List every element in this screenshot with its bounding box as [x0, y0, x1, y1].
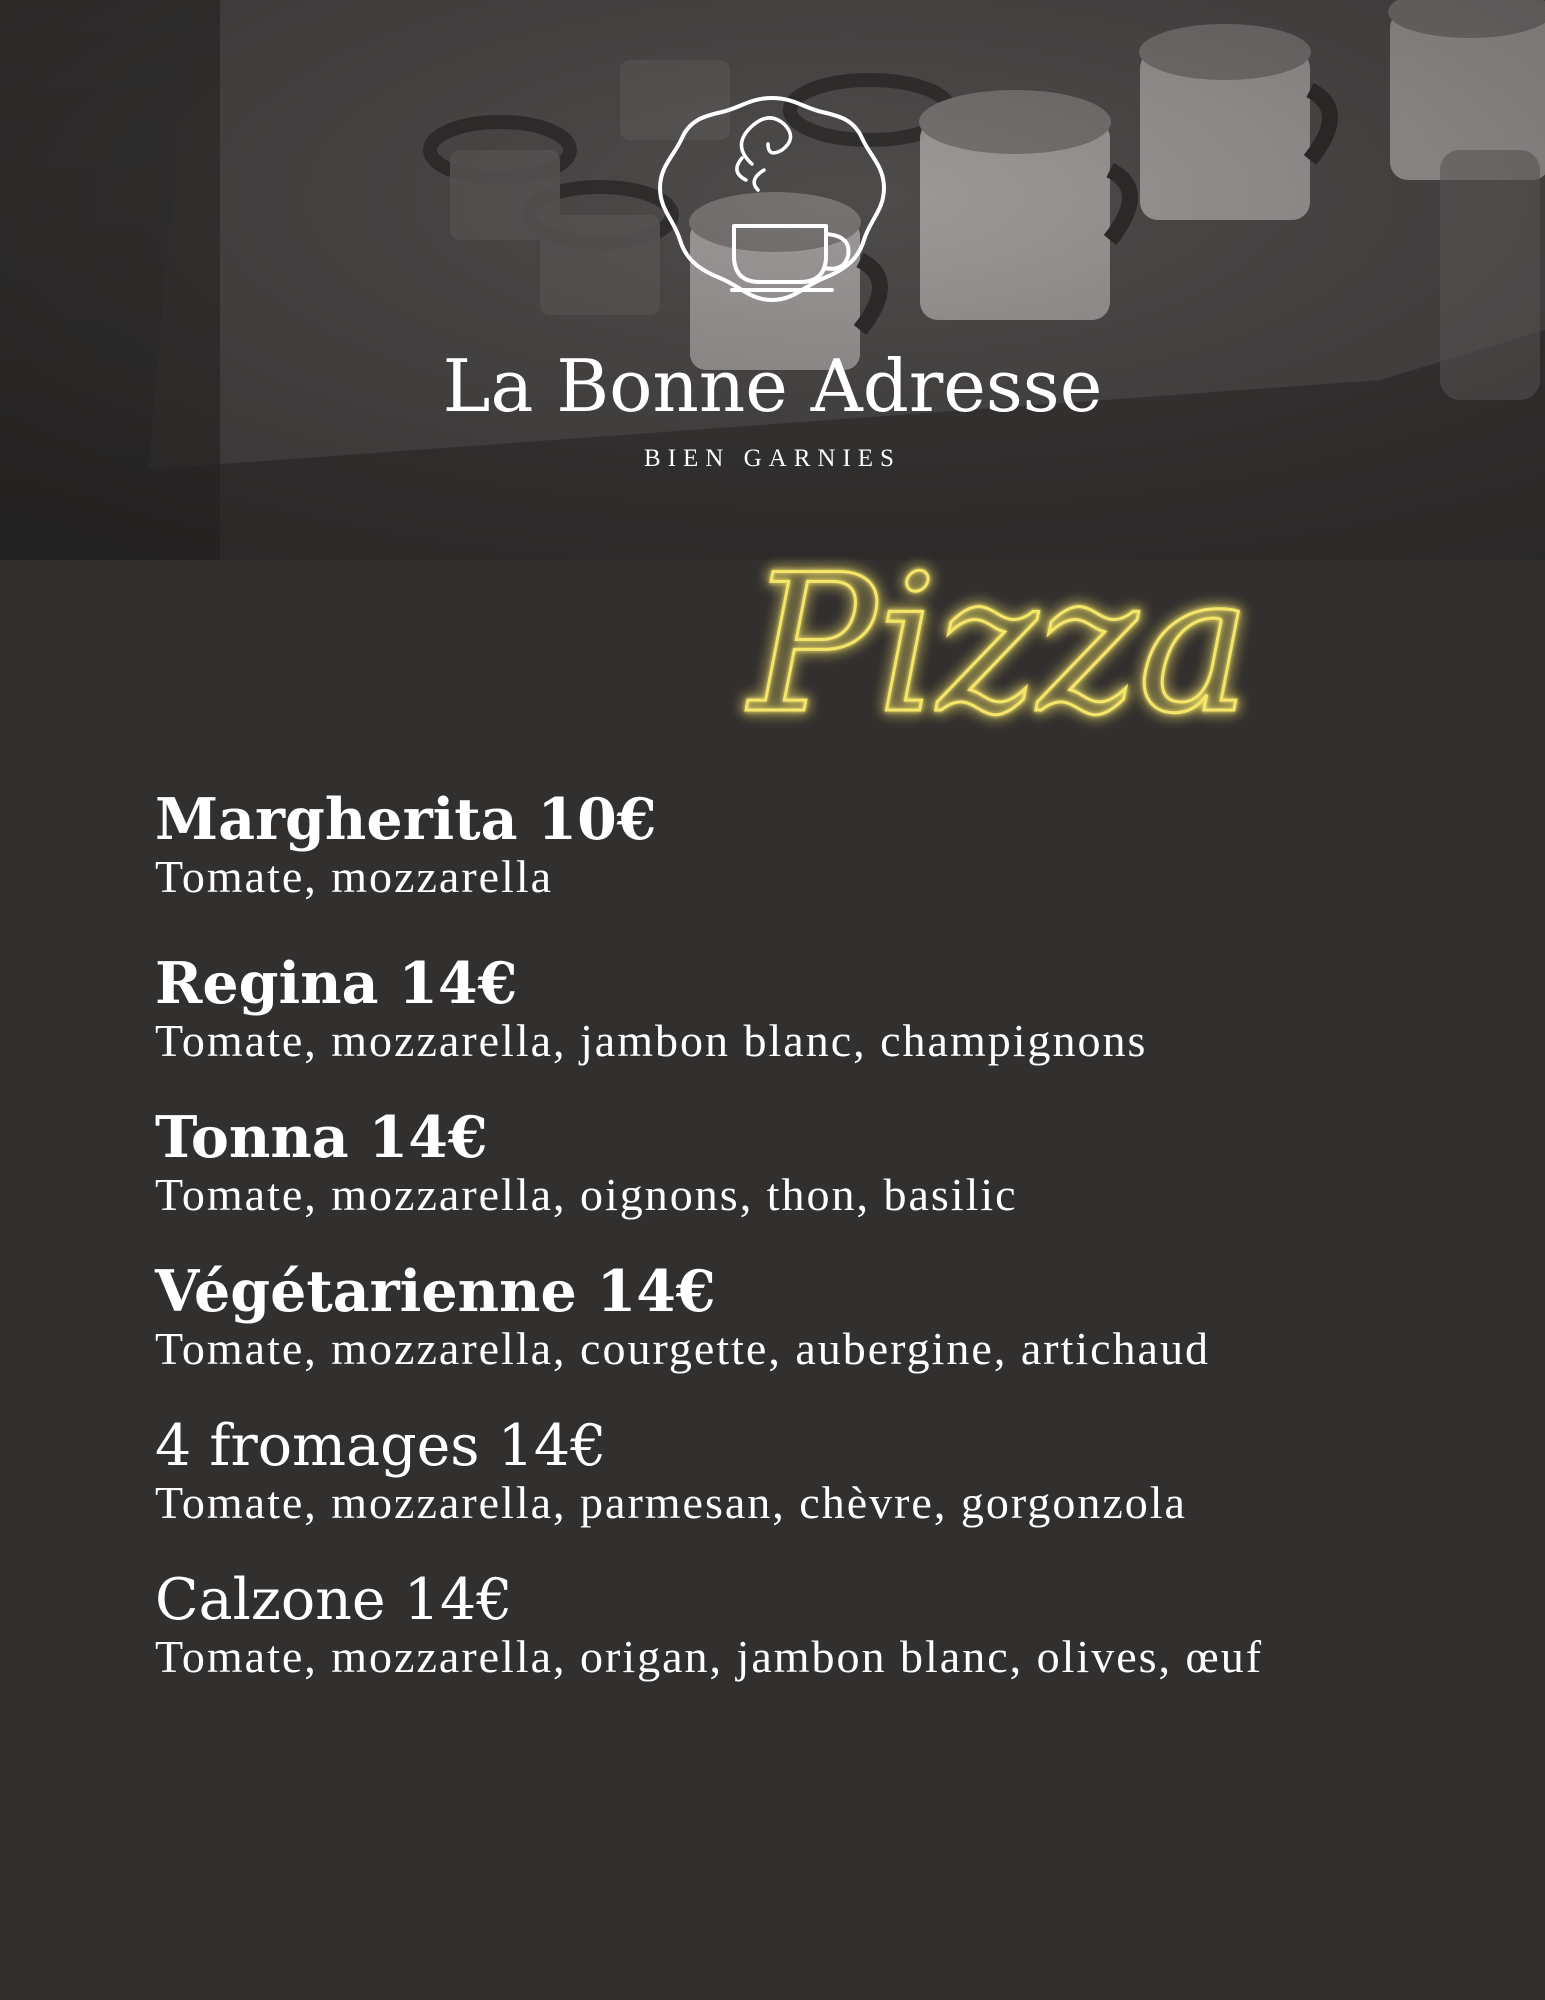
menu-item-description: Tomate, mozzarella, origan, jambon blanc, olives, œuf: [155, 1631, 1264, 1682]
menu-item: [155, 950, 1385, 1064]
menu-item-description: Tomate, mozzarella, parmesan, chèvre, gorgonzola: [155, 1477, 1187, 1528]
header-photo: [0, 0, 1545, 560]
brand-name: La Bonne Adresse: [442, 344, 1103, 428]
menu-item: [155, 1566, 1385, 1680]
coffee-cup-logo-icon: [654, 94, 890, 304]
section-title-neon: [730, 520, 1290, 800]
menu-item-description: Tomate, mozzarella, oignons, thon, basilic: [155, 1169, 1018, 1220]
menu-item-title: 4 fromages 14€: [155, 1413, 607, 1479]
menu-list: [155, 786, 1385, 1680]
brand-tagline: BIEN GARNIES: [644, 445, 901, 472]
menu-item-title: Regina 14€: [155, 950, 518, 1017]
menu-item-title: Végétarienne 14€: [155, 1258, 716, 1325]
menu-item-description: Tomate, mozzarella: [155, 851, 554, 902]
section-title: Pizza: [748, 534, 1252, 755]
menu-item-title: Calzone 14€: [155, 1567, 513, 1633]
menu-item-description: Tomate, mozzarella, courgette, aubergine, artichaud: [155, 1323, 1210, 1374]
menu-item: [155, 786, 1385, 900]
menu-item-title: Tonna 14€: [155, 1104, 488, 1171]
menu-item-title: Margherita 10€: [155, 786, 657, 853]
menu-item: [155, 1104, 1385, 1218]
menu-item: [155, 1258, 1385, 1372]
menu-item-description: Tomate, mozzarella, jambon blanc, champignons: [155, 1015, 1148, 1066]
menu-item: [155, 1412, 1385, 1526]
